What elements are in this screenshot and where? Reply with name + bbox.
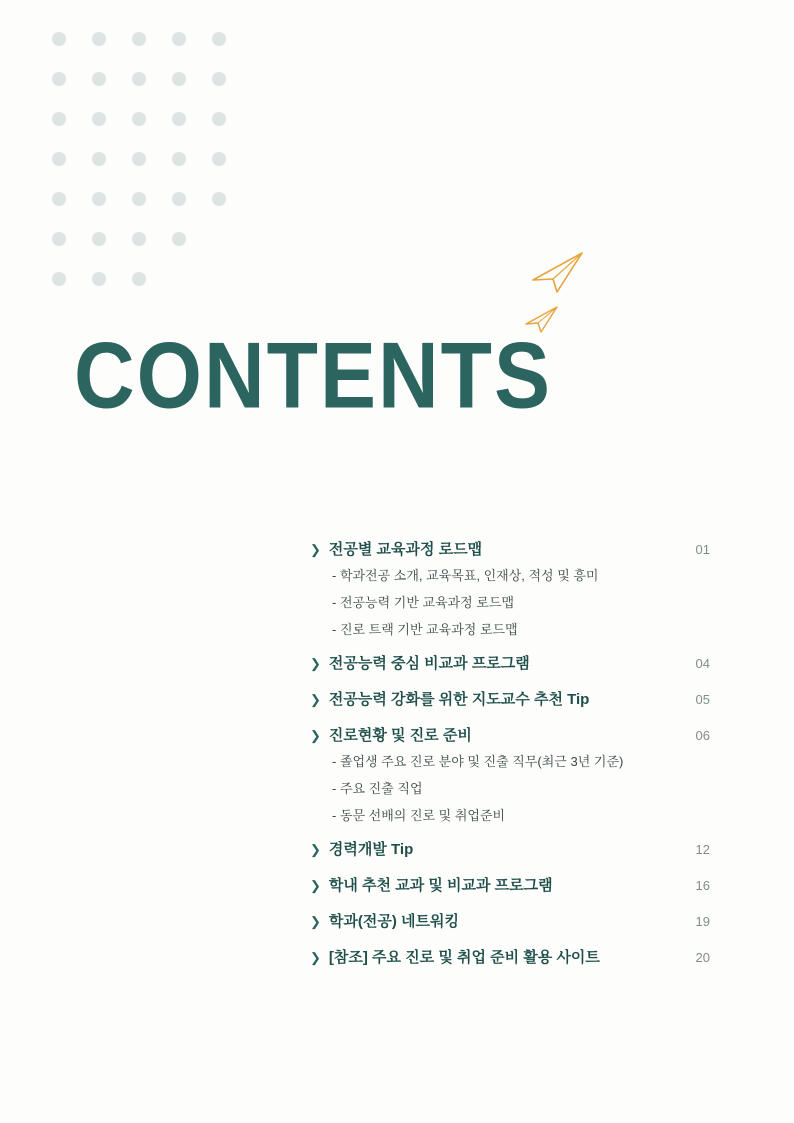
chevron-right-icon: ❯ xyxy=(310,692,321,707)
dot xyxy=(92,192,106,206)
dot xyxy=(52,72,66,86)
dot xyxy=(52,272,66,286)
toc-entry[interactable] xyxy=(310,948,710,968)
toc-subitem: - 학과전공 소개, 교육목표, 인재상, 적성 및 흥미 xyxy=(332,568,599,583)
dot xyxy=(172,72,186,86)
dot xyxy=(92,232,106,246)
toc-entry[interactable] xyxy=(310,912,710,932)
toc-entry-label: 학내 추천 교과 및 비교과 프로그램 xyxy=(328,877,553,894)
chevron-right-icon: ❯ xyxy=(310,728,321,743)
toc-entry-page: 06 xyxy=(695,728,710,743)
table-of-contents xyxy=(310,540,710,984)
toc-entry-page: 05 xyxy=(695,692,710,707)
chevron-right-icon: ❯ xyxy=(310,542,321,557)
toc-entry[interactable] xyxy=(310,876,710,896)
toc-group xyxy=(310,912,710,932)
toc-group xyxy=(310,540,710,640)
dot xyxy=(212,112,226,126)
toc-subitem: - 진로 트랙 기반 교육과정 로드맵 xyxy=(332,622,518,637)
dot xyxy=(92,112,106,126)
dot xyxy=(132,192,146,206)
toc-group xyxy=(310,690,710,710)
dot xyxy=(52,32,66,46)
page-title: CONTENTS xyxy=(74,322,552,428)
toc-entry-label: [참조] 주요 진로 및 취업 준비 활용 사이트 xyxy=(328,949,600,966)
chevron-right-icon: ❯ xyxy=(310,656,321,671)
dot xyxy=(92,72,106,86)
toc-entry[interactable] xyxy=(310,654,710,674)
toc-group xyxy=(310,726,710,826)
toc-subitem: - 주요 진출 직업 xyxy=(332,781,423,796)
dot xyxy=(92,152,106,166)
dot xyxy=(132,32,146,46)
toc-entry-label: 전공능력 중심 비교과 프로그램 xyxy=(328,655,530,672)
dot xyxy=(132,232,146,246)
toc-entry-page: 19 xyxy=(695,914,710,929)
chevron-right-icon: ❯ xyxy=(310,914,321,929)
toc-subitem: - 졸업생 주요 진로 분야 및 진출 직무(최근 3년 기준) xyxy=(332,754,624,769)
toc-entry-page: 16 xyxy=(695,878,710,893)
toc-group xyxy=(310,948,710,968)
toc-entry-page: 01 xyxy=(695,542,710,557)
dot xyxy=(132,152,146,166)
dot xyxy=(172,112,186,126)
dot xyxy=(172,32,186,46)
dot xyxy=(132,112,146,126)
chevron-right-icon: ❯ xyxy=(310,842,321,857)
toc-subitem: - 동문 선배의 진로 및 취업준비 xyxy=(332,808,506,823)
dot xyxy=(212,72,226,86)
toc-entry[interactable] xyxy=(310,726,710,746)
toc-entry[interactable] xyxy=(310,690,710,710)
dot xyxy=(132,72,146,86)
toc-entry[interactable] xyxy=(310,840,710,860)
toc-entry-label: 전공별 교육과정 로드맵 xyxy=(328,541,483,558)
toc-group xyxy=(310,654,710,674)
dot xyxy=(92,32,106,46)
dot xyxy=(52,192,66,206)
dot xyxy=(52,152,66,166)
toc-entry[interactable] xyxy=(310,540,710,560)
dot xyxy=(212,192,226,206)
toc-entry-label: 전공능력 강화를 위한 지도교수 추천 Tip xyxy=(328,691,590,708)
dot xyxy=(92,272,106,286)
toc-entry-label: 경력개발 Tip xyxy=(328,841,414,858)
toc-entry-page: 12 xyxy=(695,842,710,857)
toc-entry-label: 학과(전공) 네트워킹 xyxy=(328,913,459,930)
decorative-dot-grid xyxy=(52,32,252,312)
dot xyxy=(212,32,226,46)
chevron-right-icon: ❯ xyxy=(310,878,321,893)
toc-group xyxy=(310,840,710,860)
dot xyxy=(52,232,66,246)
dot xyxy=(172,232,186,246)
paper-plane-icon xyxy=(530,250,586,301)
dot xyxy=(52,112,66,126)
toc-entry-page: 20 xyxy=(695,950,710,965)
dot xyxy=(132,272,146,286)
dot xyxy=(172,192,186,206)
toc-group xyxy=(310,876,710,896)
toc-entry-page: 04 xyxy=(695,656,710,671)
toc-subitem: - 전공능력 기반 교육과정 로드맵 xyxy=(332,595,515,610)
chevron-right-icon: ❯ xyxy=(310,950,321,965)
dot xyxy=(212,152,226,166)
toc-entry-label: 진로현황 및 진로 준비 xyxy=(328,727,472,744)
dot xyxy=(172,152,186,166)
